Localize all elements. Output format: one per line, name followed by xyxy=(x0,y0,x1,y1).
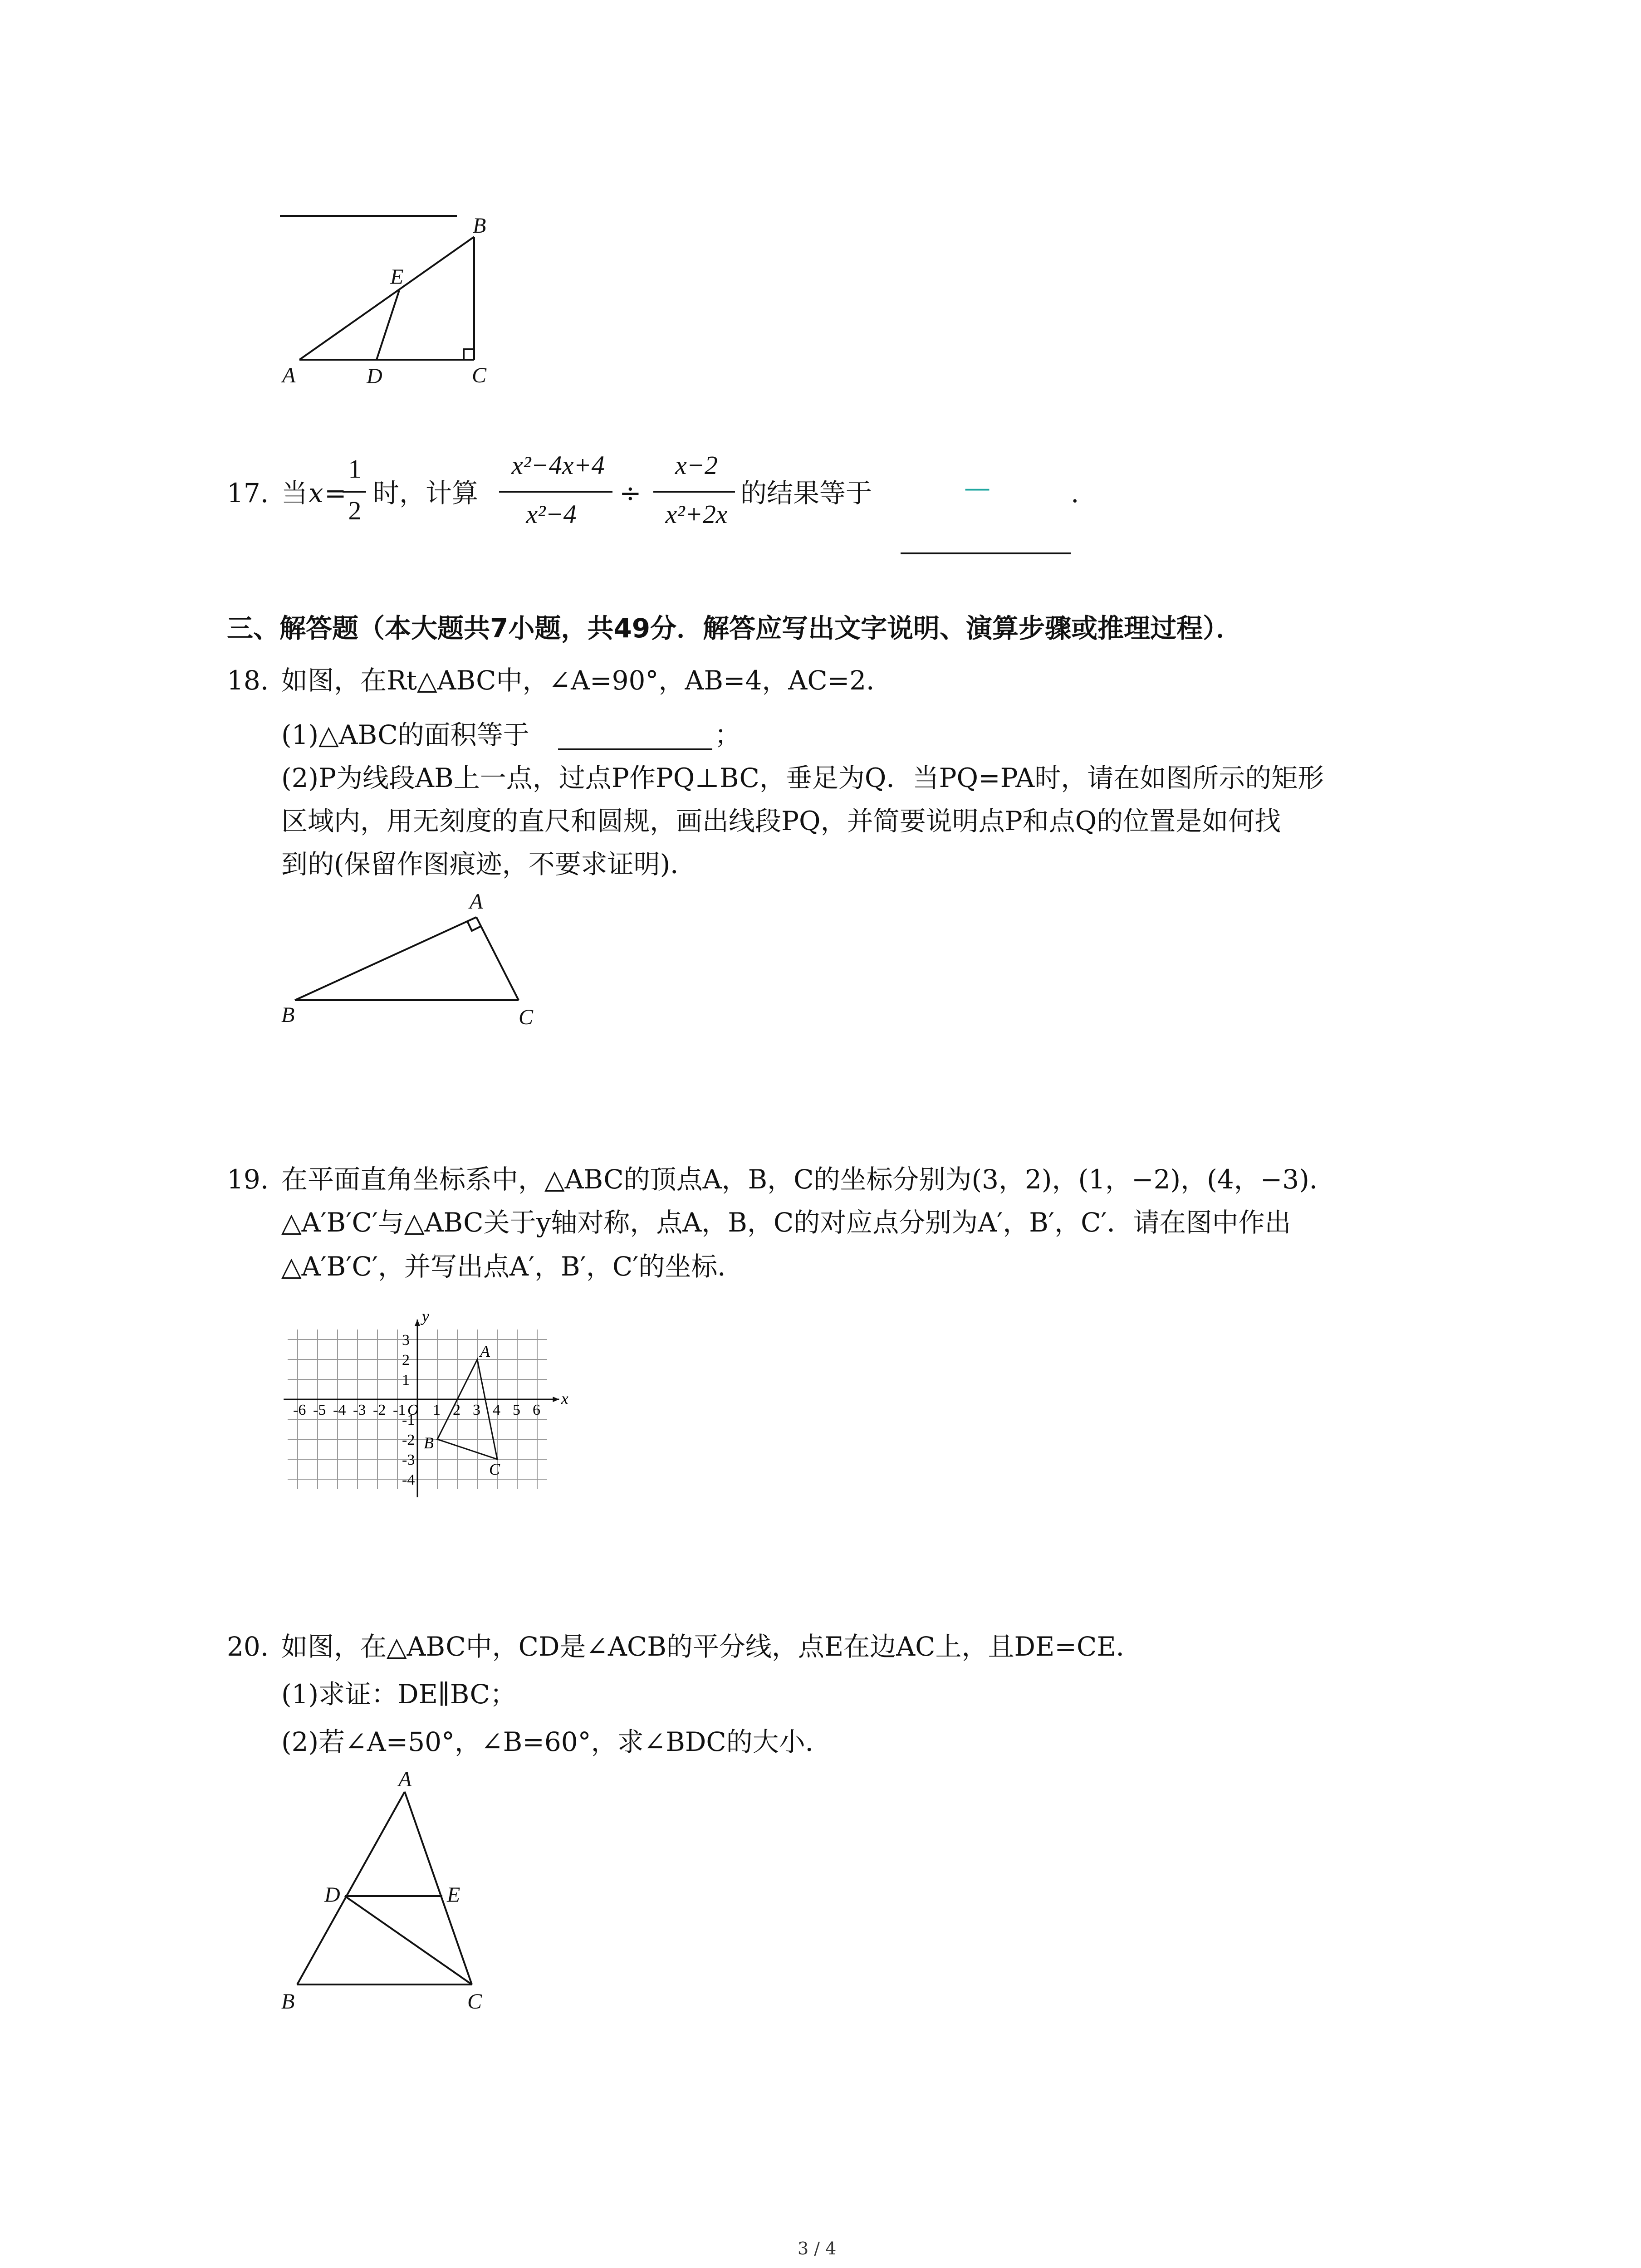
q17-period: . xyxy=(1071,478,1079,508)
q19-number: 19. xyxy=(227,1164,269,1195)
q18-line1: 如图，在Rt△ABC中，∠A=90°，AB=4，AC=2． xyxy=(281,665,893,696)
y-tick-label: 2 xyxy=(402,1352,410,1369)
y-tick-label: -1 xyxy=(402,1412,415,1428)
q17-answer-mark: — xyxy=(964,472,990,503)
y-tick-label: 3 xyxy=(402,1332,410,1349)
q20-part1: (1)求证：DE∥BC； xyxy=(281,1679,516,1710)
q17-var-x: x xyxy=(309,478,323,508)
q20-line-ab xyxy=(297,1792,405,1984)
q16-label-c: C xyxy=(472,363,487,387)
q18-part1-end: ； xyxy=(715,719,741,750)
q17-frac2-den: x²+2x xyxy=(665,499,728,529)
q17-number: 17. xyxy=(227,478,269,508)
q20-line-dc xyxy=(345,1896,472,1984)
q20-label-b: B xyxy=(281,1989,295,2014)
q20-part2: (2)若∠A=50°，∠B=60°，求∠BDC的大小． xyxy=(281,1726,832,1757)
y-tick-label: 1 xyxy=(402,1372,410,1388)
x-tick-label: -2 xyxy=(373,1402,386,1418)
q19-line1: 在平面直角坐标系中，△ABC的顶点A，B，C的坐标分别为(3，2)，(1，−2)，(4，−3)． xyxy=(281,1164,1336,1195)
y-tick-label: -3 xyxy=(402,1452,415,1468)
q18-part1: (1)△ABC的面积等于 xyxy=(281,719,529,750)
q20-label-e: E xyxy=(447,1883,460,1907)
q18-part2-line1: (2)P为线段AB上一点，过点P作PQ⊥BC，垂足为Q．当PQ=PA时，请在如图所示的矩形 xyxy=(281,763,1324,793)
q17-prefix: 当 xyxy=(281,478,308,508)
point-label-b: B xyxy=(424,1434,434,1452)
q16-label-d: D xyxy=(367,364,382,388)
section3-title: 三、解答题（本大题共7小题，共49分．解答应写出文字说明、演算步骤或推理过程）． xyxy=(227,613,1243,644)
q18-label-c: C xyxy=(519,1005,534,1029)
x-tick-label: 3 xyxy=(473,1402,480,1418)
q17-half-num: 1 xyxy=(348,454,362,484)
q18-label-b: B xyxy=(281,1003,295,1027)
q20-number: 20. xyxy=(227,1631,269,1662)
y-tick-label: -4 xyxy=(402,1471,415,1488)
x-tick-label: -3 xyxy=(353,1402,366,1418)
x-axis-name: x xyxy=(561,1389,568,1408)
q20-line1: 如图，在△ABC中，CD是∠ACB的平分线，点E在边AC上，且DE=CE． xyxy=(281,1631,1142,1662)
q17-divide: ÷ xyxy=(619,478,642,508)
q17-frac1-num: x²−4x+4 xyxy=(511,450,605,480)
q17-suffix: 的结果等于 xyxy=(740,478,872,508)
page-number: 3 / 4 xyxy=(798,2239,837,2258)
y-axis-name: y xyxy=(422,1307,429,1325)
q18-part2-line3: 到的(保留作图痕迹，不要求证明)． xyxy=(281,849,697,880)
q20-label-c: C xyxy=(467,1989,482,2014)
q19-line2: △A′B′C′与△ABC关于y轴对称，点A，B，C的对应点分别为A′，B′，C′．请在图中作出 xyxy=(281,1207,1291,1238)
x-tick-label: 2 xyxy=(453,1402,460,1418)
q18-part2-line2: 区域内，用无刻度的直尺和圆规，画出线段PQ，并简要说明点P和点Q的位置是如何找 xyxy=(281,806,1281,836)
q17-frac2-num: x−2 xyxy=(675,450,718,480)
q20-label-a: A xyxy=(398,1767,412,1791)
x-tick-label: 5 xyxy=(513,1402,520,1418)
q17-frac1-den: x²−4 xyxy=(526,499,577,529)
q17-equals: = xyxy=(324,478,347,508)
q17-after-x: 时，计算 xyxy=(373,478,479,508)
q19-line3: △A′B′C′，并写出点A′，B′，C′的坐标． xyxy=(281,1251,744,1282)
q16-label-b: B xyxy=(473,214,486,238)
y-tick-label: -2 xyxy=(402,1432,415,1448)
q20-line-ac xyxy=(405,1792,472,1984)
x-tick-label: 6 xyxy=(533,1402,540,1418)
q20-label-d: D xyxy=(324,1883,340,1907)
q18-number: 18. xyxy=(227,665,269,696)
q16-label-e: E xyxy=(390,265,404,289)
x-tick-label: 1 xyxy=(433,1402,441,1418)
x-tick-label: -4 xyxy=(333,1402,346,1418)
x-tick-label: 4 xyxy=(493,1402,500,1418)
point-label-c: C xyxy=(489,1460,500,1478)
x-tick-label: -6 xyxy=(293,1402,306,1418)
q18-label-a: A xyxy=(470,890,483,914)
x-tick-label: -5 xyxy=(313,1402,326,1418)
x-tick-label: O xyxy=(407,1402,419,1418)
q17-half-den: 2 xyxy=(348,496,362,525)
x-tick-label: -1 xyxy=(393,1402,406,1418)
point-label-a: A xyxy=(480,1342,490,1360)
q16-label-a: A xyxy=(282,363,296,387)
